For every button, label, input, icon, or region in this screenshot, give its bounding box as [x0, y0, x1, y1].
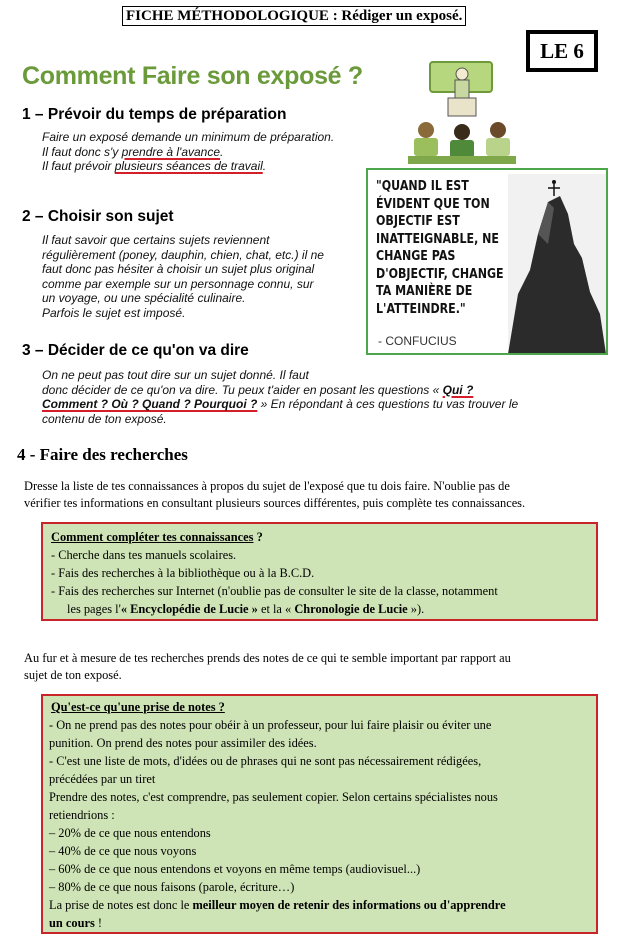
mountain-peak-image	[508, 174, 606, 354]
list-item: – 80% de ce que nous faisons (parole, écriture…)	[49, 880, 295, 894]
complete-knowledge-box: Comment compléter tes connaissances ? - Cherche dans tes manuels scolaires. - Fais des recherches à la bibliothèque ou à la B.C.D. - Fais des recherches sur Internet (n'oublie pas de consulter le site de la classe, notamment les pages l'« Encyclopédie de Lucie » et la « Chronologie de Lucie »).	[41, 522, 598, 621]
section-2-title: 2 – Choisir son sujet	[22, 208, 174, 225]
research-heading: 4 - Faire des recherches	[17, 445, 188, 464]
confucius-quote-box	[366, 168, 608, 355]
quote-text: "QUAND IL EST ÉVIDENT QUE TON OBJECTIF EST INATTEIGNABLE, NE CHANGE PAS D'OBJECTIF, CHANGE TA MANIÈRE DE L'ATTEINDRE."	[376, 178, 504, 317]
section-3-title: 3 – Décider de ce qu'on va dire	[22, 342, 249, 359]
list-item: – 20% de ce que nous entendons	[49, 826, 211, 840]
conclusion-text: La prise de notes est donc le meilleur moyen de retenir des informations ou d'apprendre	[49, 898, 506, 912]
conclusion-text-end: un cours !	[49, 916, 103, 930]
section-2-text: Il faut savoir que certains sujets reviennent régulièrement (poney, dauphin, chien, chat, etc.) il ne faut donc pas hésiter à choisir un sujet plus original comme par exemple sur un personnage connu, sur un voyage, ou une spécialité culinaire. Parfois le sujet est imposé.	[42, 233, 324, 320]
list-item: - Fais des recherches sur Internet (n'oublie pas de consulter le site de la classe, notamment	[51, 584, 498, 598]
list-item: punition. On prend des notes pour assimiler des idées.	[49, 736, 317, 750]
list-item: - On ne prend pas des notes pour obéir à un professeur, pour lui faire plaisir ou éviter une	[49, 718, 492, 732]
section-3-text: On ne peut pas tout dire sur un sujet donné. Il faut donc décider de ce qu'on va dire. Tu peux t'aider en posant les questions « Qui ? Comment ? Où ? Quand ? Pourquoi ? » En répondant à ces questions tu vas trouver le contenu de ton exposé.	[42, 368, 519, 426]
section-1-text: Faire un exposé demande un minimum de préparation. Il faut donc s'y prendre à l'avance. Il faut prévoir plusieurs séances de travail.	[42, 130, 335, 173]
list-item: – 60% de ce que nous entendons et voyons en même temps (audiovisuel...)	[49, 862, 421, 876]
list-item: précédées par un tiret	[49, 772, 156, 786]
box2-title: Qu'est-ce qu'une prise de notes ?	[51, 700, 225, 714]
list-item: les pages l'« Encyclopédie de Lucie » et la « Chronologie de Lucie »).	[67, 602, 425, 616]
page-title: FICHE MÉTHODOLOGIQUE : Rédiger un exposé.	[122, 6, 466, 26]
intro-heading: Comment Faire son exposé ?	[22, 62, 363, 90]
list-item: Prendre des notes, c'est comprendre, pas seulement copier. Selon certains spécialistes nous	[49, 790, 498, 804]
quote-author: - CONFUCIUS	[378, 334, 457, 348]
classroom-illustration	[408, 58, 516, 168]
list-item: retiendrions :	[49, 808, 115, 822]
list-item: - Cherche dans tes manuels scolaires.	[51, 548, 237, 562]
note-taking-intro-text: Au fur et à mesure de tes recherches prends des notes de ce qui te semble important par rapport au sujet de ton exposé.	[24, 651, 511, 682]
list-item: - Fais des recherches à la bibliothèque ou à la B.C.D.	[51, 566, 315, 580]
note-taking-box	[41, 694, 598, 934]
list-item: - C'est une liste de mots, d'idées ou de phrases qui ne sont pas nécessairement rédigées,	[49, 754, 482, 768]
section-1-title: 1 – Prévoir du temps de préparation	[22, 106, 287, 123]
research-intro-text: Dresse la liste de tes connaissances à propos du sujet de l'exposé que tu dois faire. N'oublie pas de vérifier tes informations en consultant plusieurs sources différentes, puis complète tes connaissances.	[24, 479, 526, 510]
box1-title: Comment compléter tes connaissances	[51, 530, 254, 544]
level-badge: LE 6	[526, 30, 598, 72]
list-item: – 40% de ce que nous voyons	[49, 844, 197, 858]
